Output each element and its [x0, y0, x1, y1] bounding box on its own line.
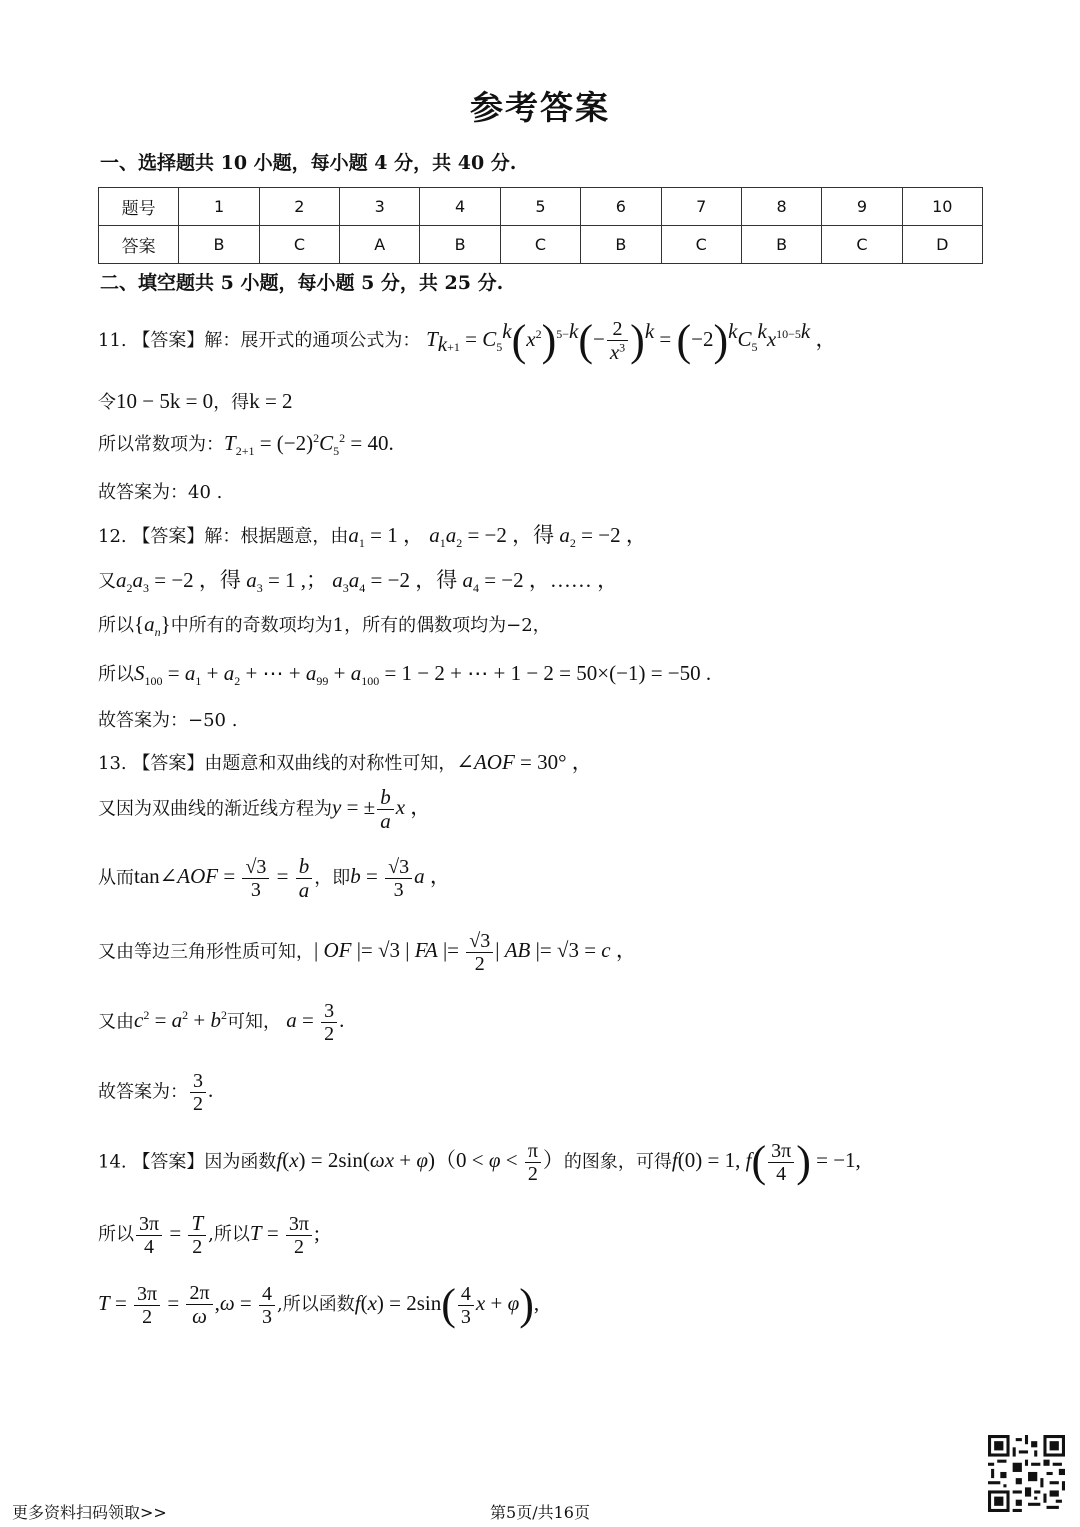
table-answer-label: 答案 [99, 226, 179, 264]
q12-line1: 12. 【答案】解：根据题意，由$a_1 = 1$ ， $a_1a_2 = -2$ ，得 $a_2 = -2$ ， [98, 523, 647, 551]
table-cell: 7 [661, 188, 741, 226]
section-heading-choice: 一、选择题共 10 小题，每小题 4 分，共 40 分. [100, 152, 517, 174]
table-cell: B [420, 226, 500, 264]
table-cell: 8 [741, 188, 821, 226]
q13-line6: 故答案为： $\frac{3}{2}$ . [98, 1070, 214, 1115]
q12-line2: 又$a_2a_3 = -2$ ，得 $a_3 = 1$ ,； $a_3a_4 = -2$ ，得 $a_4 = -2$ ，…… ， [98, 568, 619, 596]
table-row-numbers [99, 188, 983, 226]
table-cell: C [259, 226, 339, 264]
table-cell: C [500, 226, 580, 264]
table-cell: 10 [902, 188, 982, 226]
table-cell: 6 [581, 188, 661, 226]
q11-line2: 令10 − 5k = 0，得k = 2 [98, 389, 293, 413]
q12-line4: 所以$S_{100} = a_1 + a_2$ + ⋯ + $a_{99} + a_{100} = 1 - 2$ + ⋯ + 1 − 2 = 50×(−1) = −50 . [98, 661, 712, 689]
table-cell: B [741, 226, 821, 264]
page-title: 参考答案 [470, 88, 610, 127]
answer-table [98, 187, 983, 264]
table-cell: 1 [179, 188, 259, 226]
q13-line5: 又由$c^2 = a^2 + b^2$可知， a = $\frac{3}{2}$ . [98, 1000, 345, 1045]
table-cell: D [902, 226, 982, 264]
table-cell: C [822, 226, 902, 264]
table-cell: 3 [340, 188, 420, 226]
table-header-label: 题号 [99, 188, 179, 226]
table-cell: 9 [822, 188, 902, 226]
table-cell: B [581, 226, 661, 264]
q11-line1: 11. 【答案】解：展开式的通项公式为： $T_{k+1} = C_5^k(x^2)^{5-k}(-$ $\frac{2}{x^3}$ )$^k = (-2)^kC_5^kx^{10-5k}$ ， [98, 316, 837, 366]
q14-line2: 所以 $\frac{3\pi}{4}$ = $\frac{T}{2}$ ,所以T = $\frac{3\pi}{2}$ ; [98, 1211, 320, 1259]
q11-line4: 故答案为：40 . [98, 482, 223, 503]
table-cell: C [661, 226, 741, 264]
footer-more-resources: 更多资料扫码领取>> [12, 1503, 167, 1522]
q13-line4: 又由等边三角形性质可知，| OF |= √3 | FA |= $\frac{√3}{2}$ | AB |= √3 = c ， [98, 930, 637, 975]
q11-line3: 所以常数项为：$T_{2+1} = (-2)^2C_5^2 = 40$. [98, 431, 394, 459]
q14-line3: T = $\frac{3\pi}{2}$ = $\frac{2\pi}{\omega}$ ,ω = $\frac{4}{3}$ ,所以函数f(x) = 2sin( $\frac{4}{3}$ x + φ), [98, 1280, 540, 1330]
table-cell: B [179, 226, 259, 264]
table-cell: 5 [500, 188, 580, 226]
table-cell: A [340, 226, 420, 264]
q13-line1: 13. 【答案】由题意和双曲线的对称性可知，∠AOF = 30° ， [98, 750, 593, 774]
section-heading-fill: 二、填空题共 5 小题，每小题 5 分，共 25 分. [100, 272, 504, 294]
q13-line2: 又因为双曲线的渐近线方程为y = ± $\frac{b}{a}$ x ， [98, 785, 432, 834]
table-cell: 4 [420, 188, 500, 226]
page-number: 第5页/共16页 [490, 1503, 590, 1522]
formula-general-term: $T_{k+1} = C_5^k(x^2)^{5-k}(-$ $\frac{2}{x^3}$ )$^k = (-2)^kC_5^kx^{10-5k}$ ， [426, 316, 837, 366]
q14-line1: 14. 【答案】因为函数f(x) = 2sin(ωx + φ)（0 < φ < $\frac{\pi}{2}$ ）的图象，可得f(0) = 1, f( $\frac{3\pi}{4}$ ) = −1, [98, 1137, 861, 1187]
q12-line5: 故答案为：−50 . [98, 710, 238, 731]
table-cell: 2 [259, 188, 339, 226]
q13-line3: 从而tan∠AOF = $\frac{√3}{3}$ = $\frac{b}{a}$ ，即b = $\frac{√3}{3}$ a ， [98, 854, 451, 903]
q12-line3: 所以$\{a_n\}$中所有的奇数项均为1，所有的偶数项均为−2， [98, 612, 551, 640]
table-row-answers [99, 226, 983, 264]
